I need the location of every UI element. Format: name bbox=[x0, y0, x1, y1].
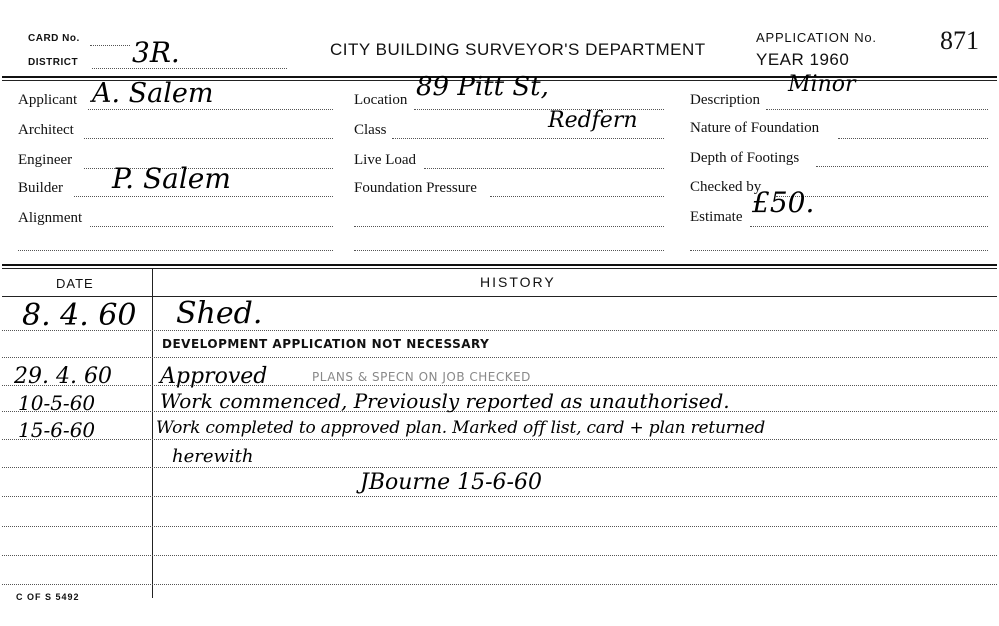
card-no-label: CARD No. bbox=[28, 33, 80, 44]
nature-dots bbox=[838, 138, 988, 139]
history-date: 10-5-60 bbox=[18, 391, 96, 415]
form-code: C OF S 5492 bbox=[16, 592, 80, 602]
live-load-dots bbox=[424, 168, 664, 169]
history-entry: Work completed to approved plan. Marked off list, card + plan returned bbox=[156, 418, 765, 438]
description-label: Description bbox=[690, 92, 760, 108]
nature-of-foundation-label: Nature of Foundation bbox=[690, 120, 820, 136]
builder-label: Builder bbox=[18, 180, 63, 196]
alignment-dots-2 bbox=[18, 250, 333, 251]
signature: JBourne 15-6-60 bbox=[360, 470, 542, 495]
ruled-line bbox=[2, 467, 997, 468]
live-load-label: Live Load bbox=[354, 152, 417, 168]
location-label: Location bbox=[354, 92, 408, 108]
card-no-dots bbox=[90, 45, 130, 46]
ruled-line bbox=[2, 496, 997, 497]
ruled-line bbox=[2, 526, 997, 527]
architect-label: Architect bbox=[18, 122, 74, 138]
architect-dots bbox=[84, 138, 333, 139]
engineer-label: Engineer bbox=[18, 152, 73, 168]
depth-of-footings-label: Depth of Footings bbox=[690, 150, 800, 166]
foundation-pressure-label: Foundation Pressure bbox=[354, 180, 477, 196]
history-date: 8. 4. 60 bbox=[22, 298, 137, 333]
applicant-label: Applicant bbox=[18, 92, 78, 108]
class-dots bbox=[392, 138, 664, 139]
ruled-line bbox=[2, 385, 997, 386]
estimate-value: £50. bbox=[752, 186, 815, 219]
checked-by-label: Checked by bbox=[690, 179, 762, 195]
plans-checked-stamp: PLANS & SPECN ON JOB CHECKED bbox=[312, 370, 531, 384]
history-entry: Work commenced, Previously reported as unauthorised. bbox=[160, 389, 730, 413]
ruled-line bbox=[2, 357, 997, 358]
description-dots bbox=[766, 109, 988, 110]
district-dots bbox=[92, 68, 287, 69]
middle-dots-1 bbox=[354, 226, 664, 227]
history-top-rule bbox=[2, 264, 997, 266]
ruled-line bbox=[2, 555, 997, 556]
date-header: DATE bbox=[56, 276, 94, 291]
history-entry: herewith bbox=[172, 446, 254, 467]
history-date: 15-6-60 bbox=[18, 418, 96, 442]
department-title: CITY BUILDING SURVEYOR'S DEPARTMENT bbox=[330, 40, 706, 59]
application-label: APPLICATION No. bbox=[756, 30, 877, 45]
location-value: 89 Pitt St, bbox=[416, 72, 549, 102]
history-entry: Shed. bbox=[176, 296, 263, 331]
applicant-dots bbox=[88, 109, 333, 110]
development-stamp: DEVELOPMENT APPLICATION NOT NECESSARY bbox=[162, 337, 490, 351]
class-value: Redfern bbox=[548, 108, 638, 133]
district-label: DISTRICT bbox=[28, 57, 79, 68]
builder-dots bbox=[74, 196, 333, 197]
middle-dots-2 bbox=[354, 250, 664, 251]
alignment-label: Alignment bbox=[18, 210, 83, 226]
year-label: YEAR 1960 bbox=[756, 50, 850, 69]
class-label: Class bbox=[354, 122, 387, 138]
estimate-dots bbox=[750, 226, 988, 227]
depth-dots bbox=[816, 166, 988, 167]
ruled-line bbox=[2, 330, 997, 331]
applicant-value: A. Salem bbox=[92, 78, 214, 109]
builder-value: P. Salem bbox=[112, 162, 231, 195]
description-value: Minor bbox=[788, 72, 856, 97]
history-date: 29. 4. 60 bbox=[14, 364, 112, 389]
right-dots-2 bbox=[690, 250, 988, 251]
estimate-label: Estimate bbox=[690, 209, 743, 225]
foundation-pressure-dots bbox=[490, 196, 664, 197]
ruled-line bbox=[2, 584, 997, 585]
column-divider bbox=[152, 268, 153, 598]
alignment-dots-1 bbox=[90, 226, 333, 227]
ruled-line bbox=[2, 439, 997, 440]
history-entry: Approved bbox=[160, 364, 268, 389]
history-header: HISTORY bbox=[480, 274, 556, 290]
card-no-value: 3R. bbox=[132, 36, 180, 69]
application-number: 871 bbox=[940, 26, 979, 55]
